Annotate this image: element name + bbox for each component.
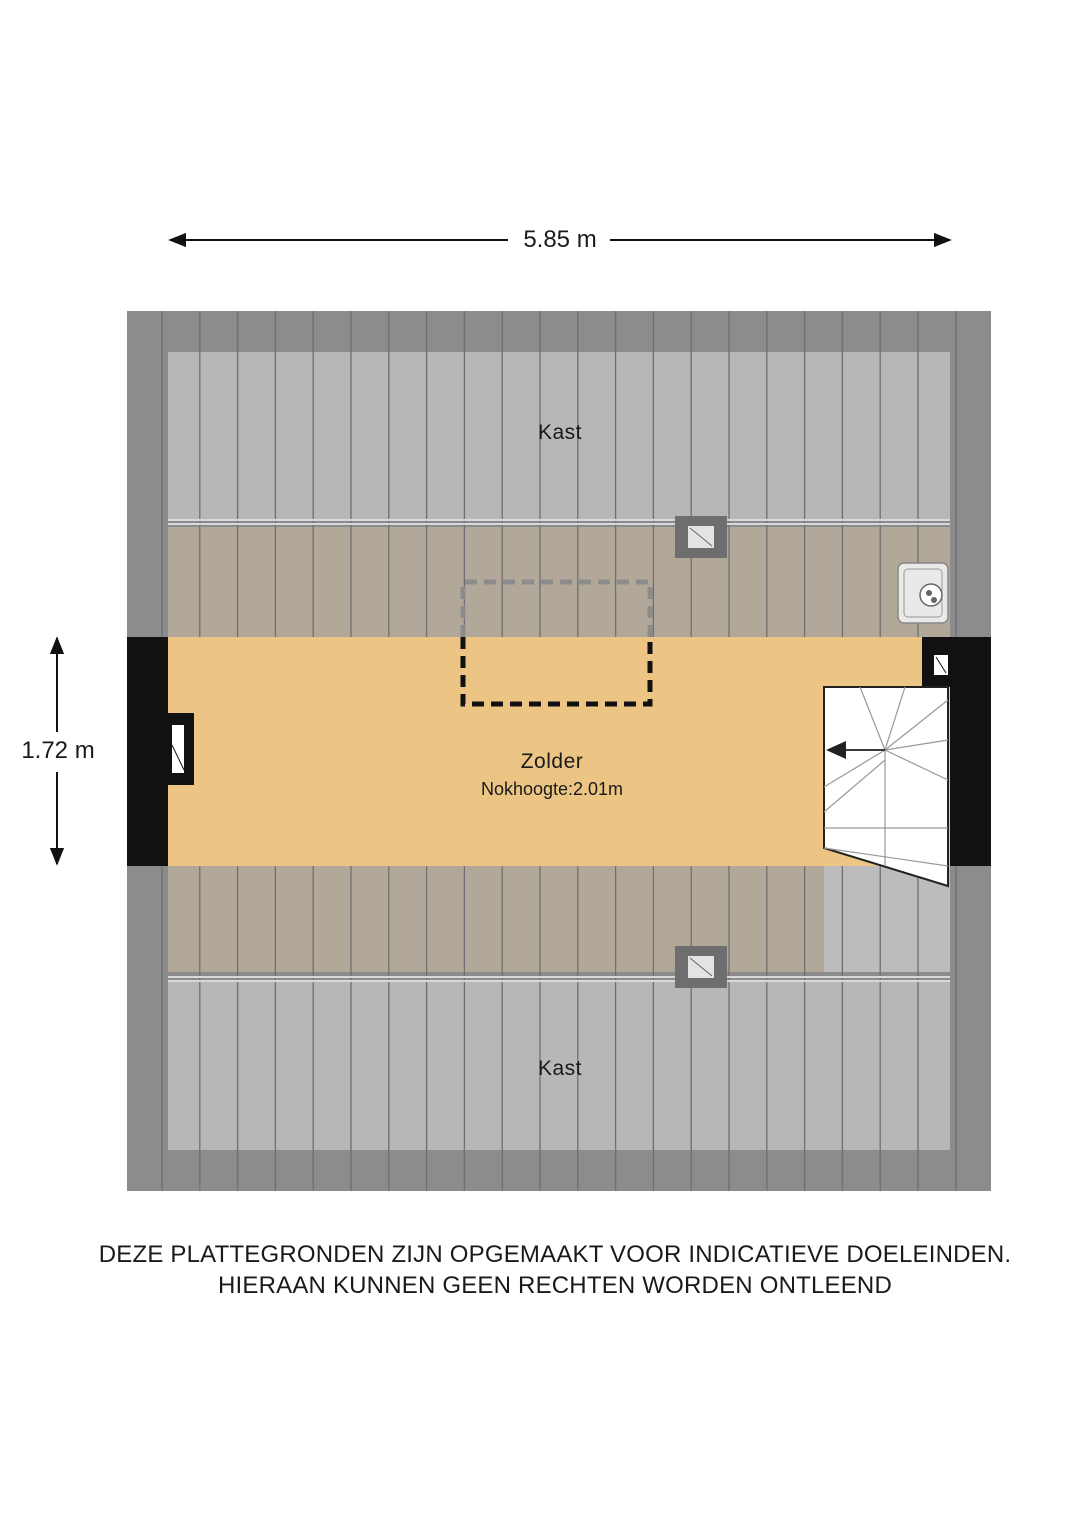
roof-vent-top	[675, 516, 727, 558]
room-label-zolder: Zolder	[520, 750, 584, 773]
wall-left	[127, 637, 168, 866]
attic-slope-top	[168, 527, 950, 637]
boiler-icon	[898, 563, 948, 623]
disclaimer-line-2: HIERAAN KUNNEN GEEN RECHTEN WORDEN ONTLEEND	[217, 1272, 892, 1299]
roof-vent-bottom	[675, 946, 727, 988]
disclaimer-line-1: DEZE PLATTEGRONDEN ZIJN OPGEMAAKT VOOR INDICATIEVE DOELEINDEN.	[98, 1241, 1012, 1268]
wall-right	[950, 637, 991, 866]
room-label-kast-bottom: Kast	[537, 1057, 583, 1080]
ridge-height-label: Nokhoogte:2.01m	[480, 779, 624, 799]
width-dimension-label: 5.85 m	[510, 226, 610, 254]
room-label-kast-top: Kast	[537, 421, 583, 444]
height-dimension-label: 1.72 m	[8, 737, 108, 765]
disclaimer	[20, 1239, 1080, 1301]
